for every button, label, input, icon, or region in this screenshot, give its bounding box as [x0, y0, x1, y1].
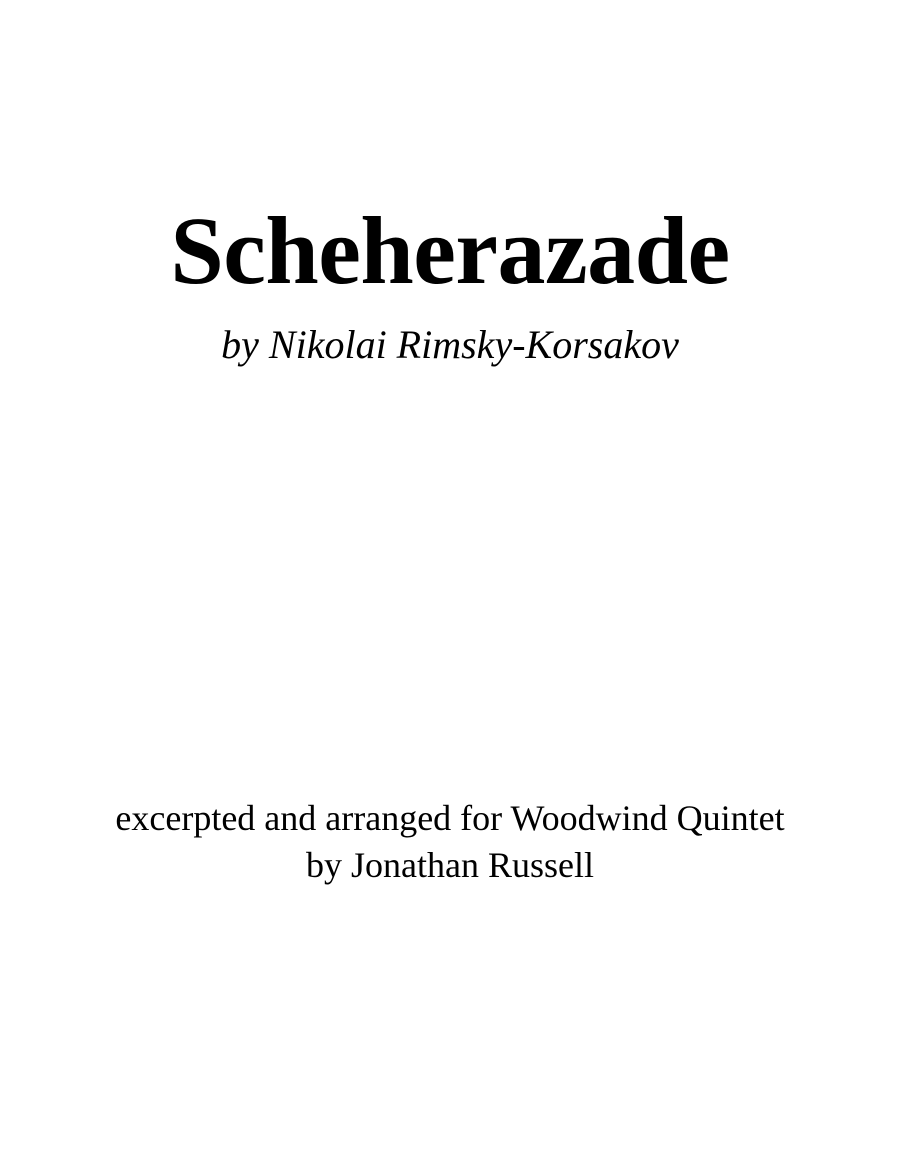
arrangement-note: excerpted and arranged for Woodwind Quintet — [115, 798, 785, 838]
arranger-credit: by Jonathan Russell — [306, 845, 594, 885]
composer-credit: by Nikolai Rimsky-Korsakov — [221, 322, 679, 367]
page-title: Scheherazade — [170, 197, 730, 304]
